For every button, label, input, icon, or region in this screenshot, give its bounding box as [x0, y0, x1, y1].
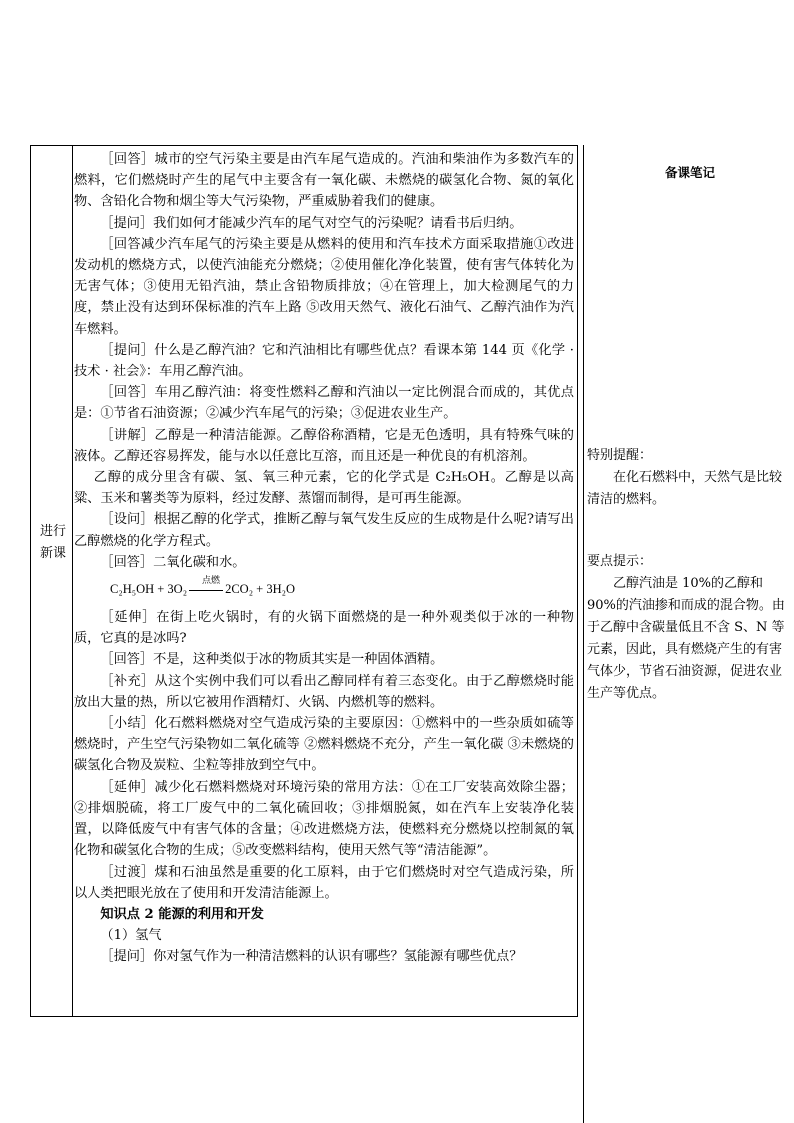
paragraph: 乙醇的成分里含有碳、氢、氧三种元素，它的化学式是 C₂H₅OH。乙醇是以高粱、玉米和薯类等为原料，经过发酵、蒸馏而制得，是可再生能源。 [74, 470, 574, 507]
paragraph: ［回答减少汽车尾气的污染主要是从燃料的使用和汽车技术方面采取措施①改进发动机的燃烧方式，以使汽油能充分燃烧；②使用催化净化装置，使有害气体转化为无害气体；③使用无铅汽油，禁止含铅物质排放；④在管理上，加大检测尾气的力度，禁止没有达到环保标准的汽车上路 ⑤改用天然气、液化石油气、乙醇汽油作为汽车燃料。 [74, 236, 574, 337]
paragraph: ［回答］二氧化碳和水。 [100, 554, 246, 570]
tip-body: 乙醇汽油是 10%的乙醇和 90%的汽油掺和而成的混合物。由于乙醇中含碳量低且不含 S、N 等元素，因此，具有燃烧产生的有害气体少，节省石油资源，促进农业生产等优点。 [587, 576, 785, 701]
knowledge-point-title: 知识点 2 能源的利用和开发 [100, 906, 264, 922]
paragraph: ［回答］不是，这种类似于冰的物质其实是一种固体酒精。 [100, 652, 444, 668]
tip-key-points [587, 551, 787, 705]
tip-title: 特别提醒： [587, 448, 653, 463]
subheading: （1）氢气 [100, 928, 162, 944]
label-column [31, 146, 73, 1016]
tip-body: 在化石燃料中，天然气是比较清洁的燃料。 [587, 470, 783, 507]
paragraph: ［提问］什么是乙醇汽油？它和汽油相比有哪些优点？看课本第 144 页《化学 · 技术 · 社会》：车用乙醇汽油。 [74, 342, 574, 380]
side-title: 备课笔记 [664, 165, 715, 180]
paragraph: ［设问］根据乙醇的化学式，推断乙醇与氧气发生反应的生成物是什么呢?请写出乙醇燃烧的化学方程式。 [74, 512, 574, 549]
paragraph: ［回答］城市的空气污染主要是由汽车尾气造成的。汽油和柴油作为多数汽车的燃料，它们燃烧时产生的尾气中主要含有一氧化碳、未燃烧的碳氢化合物、氮的氧化物、含铅化合物和烟尘等大气污染物，严重威胁着我们的健康。 [74, 152, 574, 210]
paragraph: ［过渡］煤和石油虽然是重要的化工原料，由于它们燃烧时对空气造成污染，所以人类把眼光放在了使用和开发清洁能源上。 [74, 864, 574, 901]
paragraph: ［讲解］乙醇是一种清洁能源。乙醇俗称酒精，它是无色透明，具有特殊气味的液体。乙醇还容易挥发，能与水以任意比互溶，而且还是一种优良的有机溶剂。 [74, 427, 574, 464]
tip-title: 要点提示： [587, 554, 653, 569]
paragraph: ［回答］车用乙醇汽油：将变性燃料乙醇和汽油以一定比例混合而成的，其优点是：①节省石油资源；②减少汽车尾气的污染；③促进农业生产。 [74, 385, 574, 422]
lesson-table [30, 145, 578, 1017]
paragraph: ［延伸］减少化石燃料燃烧对环境污染的常用方法：①在工厂安装高效除尘器；②排烟脱硫，将工厂废气中的二氧化硫回收；③排烟脱氮，如在汽车上安装净化装置，以降低废气中有害气体的含量；④改进燃烧方法，使燃料充分燃烧以控制氮的氧化物和碳氢化合物的生成；⑤改变燃料结构，使用天然气等“清洁能源”。 [74, 779, 574, 859]
section-label: 进行新课 [39, 524, 66, 561]
lesson-content [74, 149, 574, 968]
equation-products: 2CO₂ + 3H₂O [225, 582, 296, 597]
equation-reactants: C₂H₅OH + 3O₂ [110, 582, 188, 597]
paragraph: ［补充］从这个实例中我们可以看出乙醇同样有着三态变化。由于乙醇燃烧时能放出大量的热，所以它被用作酒精灯、火锅、内燃机等的燃料。 [74, 673, 574, 710]
paragraph: ［提问］你对氢气作为一种清洁燃料的认识有哪些？氢能源有哪些优点？ [100, 949, 523, 965]
paragraph: ［提问］我们如何才能减少汽车的尾气对空气的污染呢？请看书后归纳。 [100, 215, 523, 231]
chemical-equation [110, 575, 574, 601]
paragraph: ［小结］化石燃料燃烧对空气造成污染的主要原因：①燃料中的一些杂质如硫等燃烧时，产生空气污染物如二氧化硫等 ②燃料燃烧不充分，产生一氧化碳 ③未燃烧的碳氢化合物及炭粒、尘粒等排放到空气中。 [74, 716, 574, 774]
reaction-condition: 点燃 [202, 575, 221, 586]
tip-special [587, 445, 787, 511]
paragraph: ［延伸］在街上吃火锅时，有的火锅下面燃烧的是一种外观类似于冰的一种物质，它真的是冰吗? [74, 610, 574, 647]
side-divider [583, 145, 584, 1123]
